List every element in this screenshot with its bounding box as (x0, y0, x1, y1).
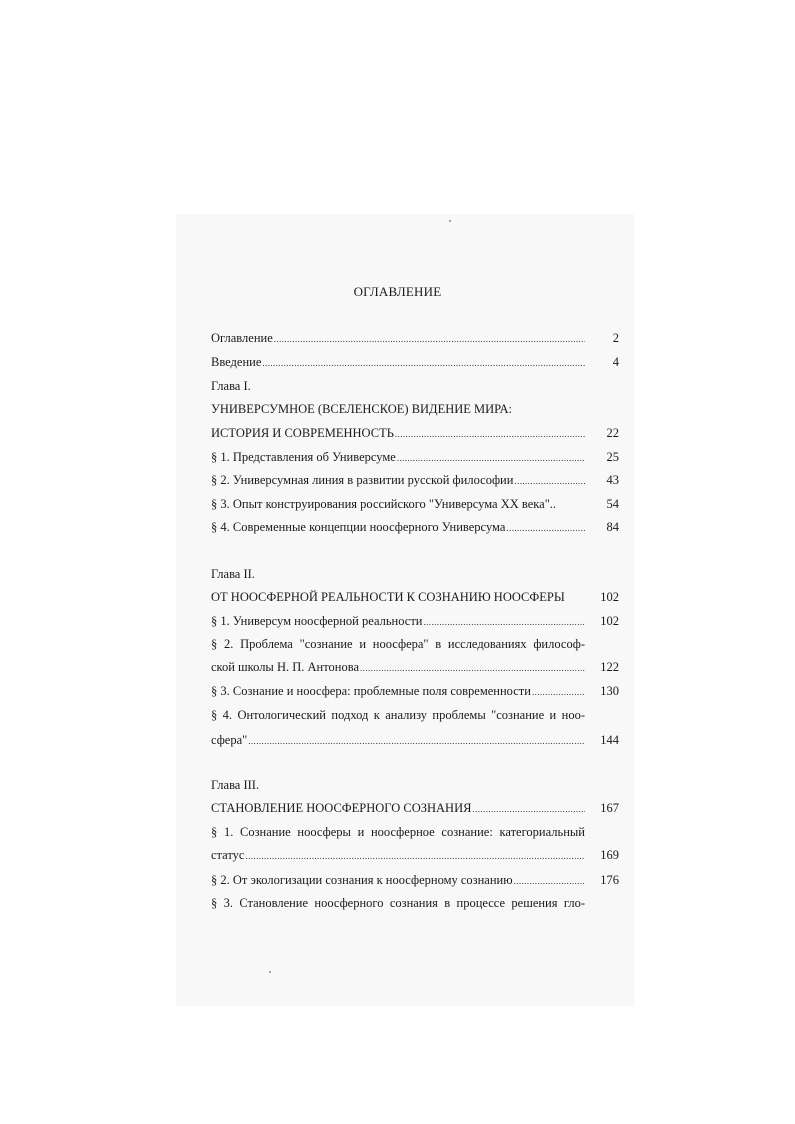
toc-entry-page: 25 (606, 450, 619, 464)
toc-entry-page: 169 (600, 848, 619, 862)
toc-entry (211, 495, 619, 513)
toc-entry-page: 167 (600, 801, 619, 815)
dot-leader (472, 800, 585, 818)
toc-entry-text: Введение (211, 355, 262, 369)
dot-leader (395, 425, 585, 443)
toc-entry (211, 471, 619, 489)
toc-entry-text: ОТ НООСФЕРНОЙ РЕАЛЬНОСТИ К СОЗНАНИЮ НООСФЕРЫ (211, 590, 565, 604)
toc-entry (211, 682, 619, 700)
toc-entry (211, 424, 619, 442)
toc-entry-text: сфера" (211, 733, 248, 747)
toc-entry-text: § 3. Сознание и ноосфера: проблемные поля современности (211, 684, 531, 698)
toc-entry-text: § 2. От экологизации сознания к ноосферному сознанию (211, 873, 513, 887)
dot-leader (274, 330, 585, 348)
dot-leader (245, 847, 585, 865)
toc-entry-text: § 4. Современные концепции ноосферного Универсума (211, 520, 506, 534)
toc-entry-page: 4 (612, 355, 619, 369)
toc-entry-page: 54 (606, 497, 619, 511)
dot-leader (532, 683, 585, 701)
toc-entry-page: 43 (606, 473, 619, 487)
toc-entry-page: 144 (600, 733, 619, 747)
toc-entry-text: § 1. Сознание ноосферы и ноосферное сознание: категориальный (211, 825, 585, 839)
chapter-heading: Глава I. (211, 379, 251, 393)
toc-entry-text: § 4. Онтологический подход к анализу проблемы "сознание и ноо- (211, 708, 585, 722)
toc-entry (211, 353, 619, 371)
toc-entry (211, 518, 619, 536)
scan-speck (269, 971, 271, 973)
chapter-title: УНИВЕРСУМНОЕ (ВСЕЛЕНСКОЕ) ВИДЕНИЕ МИРА: (211, 402, 513, 416)
toc-entry-page: 102 (600, 614, 619, 628)
toc-entry (211, 731, 619, 749)
dot-leader (424, 613, 586, 631)
dot-leader (397, 449, 585, 467)
toc-entry-text: § 3. Опыт конструирования российского "Универсума XX века".. (211, 497, 557, 511)
toc-entry-text: § 1. Универсум ноосферной реальности (211, 614, 423, 628)
toc-entry-text: § 2. Универсумная линия в развитии русской философии (211, 473, 514, 487)
chapter-heading: Глава II. (211, 567, 255, 581)
toc-entry (211, 658, 619, 676)
toc-entry (211, 329, 619, 347)
toc-title: ОГЛАВЛЕНИЕ (353, 284, 442, 299)
toc-entry-page: 130 (600, 684, 619, 698)
chapter-heading: Глава III. (211, 778, 260, 792)
toc-entry-text: СТАНОВЛЕНИЕ НООСФЕРНОГО СОЗНАНИЯ (211, 801, 472, 815)
toc-entry (211, 871, 619, 889)
toc-entry-text: Оглавление (211, 331, 273, 345)
toc-entry (211, 846, 619, 864)
toc-entry-text: ской школы Н. П. Антонова (211, 660, 360, 674)
toc-entry-page: 122 (600, 660, 619, 674)
toc-entry-page: 102 (600, 590, 619, 604)
toc-entry (211, 448, 619, 466)
toc-entry-text: статус (211, 848, 245, 862)
toc-entry-text: § 1. Представления об Универсуме (211, 450, 396, 464)
dot-leader (248, 732, 585, 750)
toc-entry (211, 612, 619, 630)
toc-entry-text: § 3. Становление ноосферного сознания в процессе решения гло- (211, 896, 585, 910)
toc-entry-text: § 2. Проблема "сознание и ноосфера" в исследованиях философ- (211, 637, 585, 651)
dot-leader (514, 872, 585, 890)
dot-leader (360, 659, 585, 677)
toc-entry-page: 176 (600, 873, 619, 887)
toc-entry-text: ИСТОРИЯ И СОВРЕМЕННОСТЬ (211, 426, 394, 440)
toc-entry (211, 588, 619, 606)
dot-leader (262, 354, 585, 372)
dot-leader (514, 472, 585, 490)
scan-speck (449, 220, 451, 222)
toc-entry-page: 84 (606, 520, 619, 534)
toc-entry-page: 22 (606, 426, 619, 440)
toc-entry (211, 799, 619, 817)
toc-entry-page: 2 (612, 331, 619, 345)
dot-leader (506, 519, 585, 537)
